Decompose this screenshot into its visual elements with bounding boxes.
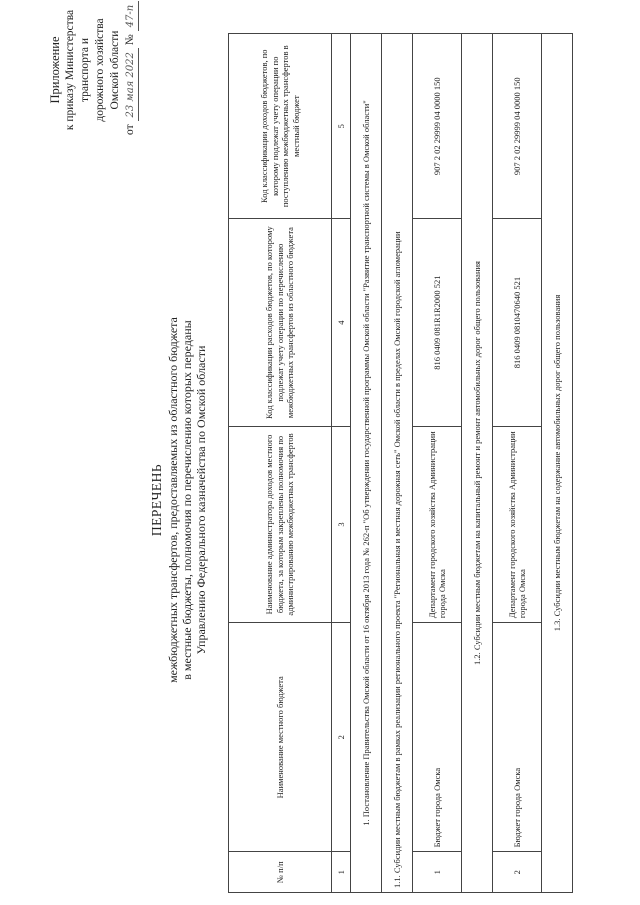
expense-code: 816 0409 081R1R2000 521 (413, 219, 462, 426)
row-number: 2 (493, 852, 542, 893)
table-header-row (229, 34, 332, 893)
column-number: 5 (332, 34, 351, 219)
row-number: 1 (413, 852, 462, 893)
expense-code: 816 0409 0810470640 521 (493, 219, 542, 426)
table-row (413, 34, 462, 893)
column-number: 1 (332, 852, 351, 893)
column-number: 4 (332, 219, 351, 426)
appendix-block (48, 5, 139, 135)
income-code: 907 2 02 29999 04 0000 150 (413, 34, 462, 219)
heading-line3: Управлению Федерального казначейства по Омской области (194, 345, 208, 655)
heading-title: ПЕРЕЧЕНЬ (149, 463, 164, 537)
handwritten-number: 47-п (123, 1, 139, 32)
appendix-date-line (123, 5, 139, 135)
appendix-line1: к приказу Министерства транспорта и (64, 9, 91, 131)
transfers-table (228, 33, 573, 893)
section-1-3-text: 1.3. Субсидии местным бюджетам на содержание автомобильных дорог общего пользования (542, 34, 573, 893)
column-number: 2 (332, 623, 351, 852)
section-row (542, 34, 573, 893)
appendix-line2: дорожного хозяйства Омской области (94, 18, 121, 122)
budget-name: Бюджет города Омска (493, 623, 542, 852)
section-row (382, 34, 413, 893)
header-expense-code: Код классификации расходов бюджетов, по которому подлежат учету операции по перечислению межбюджетных трансфертов из областного бюджета (229, 219, 332, 426)
header-budget-name: Наименование местного бюджета (229, 623, 332, 852)
section-row (351, 34, 382, 893)
heading-line1: межбюджетных трансфертов, предоставляемых из областного бюджета (166, 317, 180, 683)
section-row (462, 34, 493, 893)
income-code: 907 2 02 29999 04 0000 150 (493, 34, 542, 219)
document-heading (150, 265, 208, 735)
section-1-2-text: 1.2. Субсидии местным бюджетам на капитальный ремонт и ремонт автомобильных дорог общего пользования (462, 34, 493, 893)
header-administrator: Наименование администратора доходов местного бюджета, за которым закреплены полномочия по администрированию межбюджетных трансфертов (229, 426, 332, 622)
budget-name: Бюджет города Омска (413, 623, 462, 852)
header-income-code: Код классификации доходов бюджетов, по которому подлежат учету операции по поступлению межбюджетных трансфертов в местный бюджет (229, 34, 332, 219)
number-label: № (124, 34, 136, 46)
handwritten-date: 23 мая 2022 (123, 48, 139, 121)
column-numbers-row (332, 34, 351, 893)
header-number: № п/п (229, 852, 332, 893)
section-1-1-text: 1.1. Субсидии местным бюджетам в рамках реализации регионального проекта "Региональная и местная дорожная сеть" Омской области в пределах Омской городской агломерации (382, 34, 413, 893)
administrator-name: Департамент городского хозяйства Администрации города Омска (413, 426, 462, 622)
table-row (493, 34, 542, 893)
section-1-text: 1. Постановление Правительства Омской области от 16 октября 2013 года № 262-п "Об утверждении государственной программы Омской области "Развитие транспортной системы в Омской области" (351, 34, 382, 893)
heading-line2: в местные бюджеты, полномочия по перечислению которых переданы (180, 320, 194, 680)
column-number: 3 (332, 426, 351, 622)
appendix-title: Приложение (48, 36, 62, 104)
from-label: от (124, 124, 136, 135)
administrator-name: Департамент городского хозяйства Администрации города Омска (493, 426, 542, 622)
